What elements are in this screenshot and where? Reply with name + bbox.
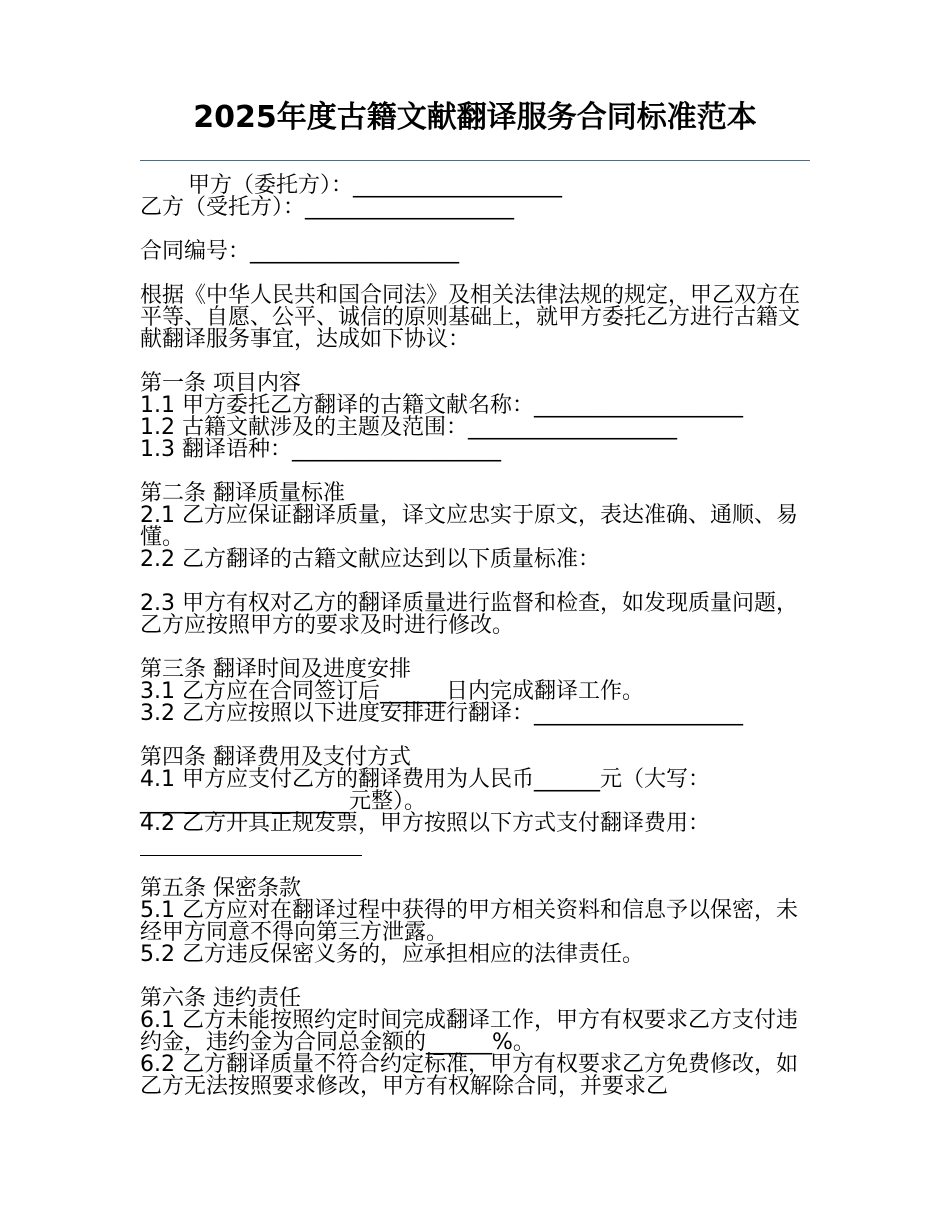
section-5	[140, 878, 810, 966]
contract-body	[140, 175, 810, 1098]
clause-5-2: 5.2 乙方违反保密义务的，应承担相应的法律责任。	[140, 942, 644, 967]
clause-4-1: 4.1 甲方应支付乙方的翻译费用为人民币______元（大写：___________________元整）。	[140, 767, 710, 814]
contract-number-line: 合同编号：___________________	[140, 239, 460, 264]
section-heading: 第二条 翻译质量标准	[140, 481, 345, 506]
section-heading: 第一条 项目内容	[140, 371, 301, 396]
title-divider	[140, 160, 810, 161]
section-1	[140, 373, 810, 461]
section-3	[140, 659, 810, 725]
section-4	[140, 747, 810, 856]
clause-3-1: 3.1 乙方应在合同签订后______日内完成翻译工作。	[140, 679, 644, 704]
clause-4-2: 4.2 乙方开具正规发票，甲方按照以下方式支付翻译费用：	[140, 811, 710, 836]
party-b-line: 乙方（受托方）：___________________	[140, 195, 515, 220]
clause-6-2: 6.2 乙方翻译质量不符合约定标准，甲方有权要求乙方免费修改，如乙方无法按照要求修改，甲方有权解除合同，并要求乙	[140, 1052, 798, 1099]
clause-3-2: 3.2 乙方应按照以下进度安排进行翻译：___________________	[140, 701, 743, 726]
clause-2-3: 2.3 甲方有权对乙方的翻译质量进行监督和检查，如发现质量问题，乙方应按照甲方的要求及时进行修改。	[140, 591, 798, 638]
clause-5-1: 5.1 乙方应对在翻译过程中获得的甲方相关资料和信息予以保密，未经甲方同意不得向第三方泄露。	[140, 898, 798, 945]
party-a-line: 甲方（委托方）：___________________	[188, 173, 563, 198]
clause-1-3: 1.3 翻译语种：___________________	[140, 437, 501, 462]
document-title: 2025年度古籍文献翻译服务合同标准范本	[193, 100, 757, 135]
section-heading: 第四条 翻译费用及支付方式	[140, 745, 411, 770]
clause-2-1: 2.1 乙方应保证翻译质量，译文应忠实于原文，表达准确、通顺、易懂。	[140, 503, 798, 550]
section-2	[140, 483, 810, 637]
clause-2-2: 2.2 乙方翻译的古籍文献应达到以下质量标准：	[140, 547, 600, 572]
section-6	[140, 988, 810, 1098]
clause-1-1: 1.1 甲方委托乙方翻译的古籍文献名称：___________________	[140, 393, 743, 418]
preamble: 根据《中华人民共和国合同法》及相关法律法规的规定，甲乙双方在平等、自愿、公平、诚信的原则基础上，就甲方委托乙方进行古籍文献翻译服务事宜，达成如下协议：	[140, 283, 801, 352]
section-heading: 第六条 违约责任	[140, 986, 301, 1011]
payment-method-blank	[140, 835, 362, 856]
clause-6-1: 6.1 乙方未能按照约定时间完成翻译工作，甲方有权要求乙方支付违约金，违约金为合同总金额的______%。	[140, 1008, 798, 1055]
section-heading: 第三条 翻译时间及进度安排	[140, 657, 411, 682]
clause-1-2: 1.2 古籍文献涉及的主题及范围：___________________	[140, 415, 677, 440]
section-heading: 第五条 保密条款	[140, 876, 301, 901]
